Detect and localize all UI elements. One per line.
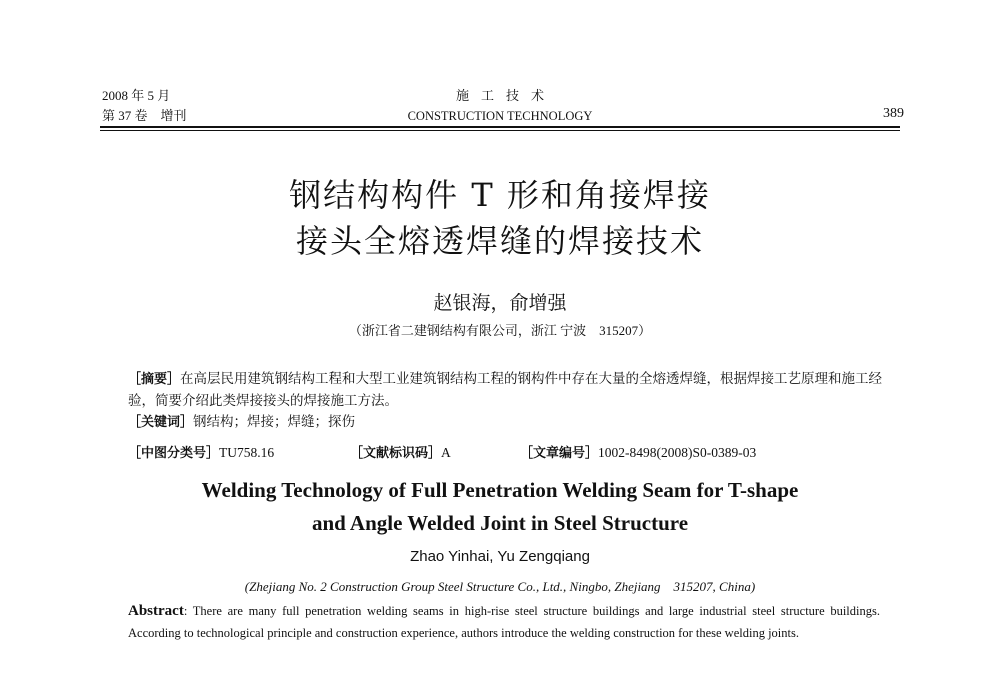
affiliation-en: (Zhejiang No. 2 Construction Group Steel Structure Co., Ltd., Ningbo, Zhejiang 315207, China) xyxy=(244,579,756,594)
clc-label: ［中图分类号］ xyxy=(128,446,220,461)
issue-date: 2008 年 5 月 xyxy=(102,88,171,103)
title-en-line2: and Angle Welded Joint in Steel Structure xyxy=(311,511,689,535)
abstract-cn xyxy=(128,368,888,411)
title-cn-line1: 钢结构构件 T 形和角接焊接 xyxy=(289,176,711,214)
abstract-cn-label: ［摘要］ xyxy=(128,372,181,387)
title-cn xyxy=(0,172,1000,264)
title-en-line1: Welding Technology of Full Penetration Welding Seam for T-shape xyxy=(201,478,799,502)
authors-en: Zhao Yinhai, Yu Zengqiang xyxy=(410,548,590,565)
title-cn-line2: 接头全熔透焊缝的焊接技术 xyxy=(295,222,704,260)
doc-code-label: ［文献标识码］ xyxy=(350,446,442,461)
clc-number xyxy=(128,442,274,461)
abstract-en-text: : There are many full penetration welding seams in high-rise steel structure buildings and large industrial steel structure buildings. According to technological principle and construction experience, authors introduce the welding construction for these welding joints. xyxy=(128,604,880,640)
header-rule-thin xyxy=(100,130,900,131)
journal-name xyxy=(0,86,1000,126)
keywords-cn-label: ［关键词］ xyxy=(128,415,194,430)
affiliation-cn: （浙江省二建钢结构有限公司，浙江 宁波 315207） xyxy=(348,323,652,338)
title-en xyxy=(0,474,1000,540)
keywords-cn-text: 钢结构；焊接；焊缝；探伤 xyxy=(193,414,356,429)
clc-value: TU758.16 xyxy=(219,445,275,460)
issue-volume: 第 37 卷 增刊 xyxy=(102,108,187,123)
header-rule-thick xyxy=(100,126,900,128)
keywords-cn xyxy=(128,411,888,433)
abstract-cn-text: 在高层民用建筑钢结构工程和大型工业建筑钢结构工程的钢构件中存在大量的全熔透焊缝，根据焊接工艺原理和施工经验，简要介绍此类焊接接头的焊接施工方法。 xyxy=(128,371,883,408)
abstract-en xyxy=(128,600,880,644)
article-number xyxy=(520,442,756,461)
doc-code-value: A xyxy=(441,445,451,460)
article-number-label: ［文章编号］ xyxy=(520,446,599,461)
journal-name-cn: 施工技术 xyxy=(455,88,556,103)
page-number: 389 xyxy=(883,106,904,121)
article-number-value: 1002-8498(2008)S0-0389-03 xyxy=(598,445,757,460)
abstract-en-label: Abstract xyxy=(128,603,184,619)
abstract-cn-block xyxy=(128,368,888,433)
authors-cn: 赵银海，俞增强 xyxy=(433,293,567,314)
journal-name-en: CONSTRUCTION TECHNOLOGY xyxy=(407,109,593,123)
document-code xyxy=(350,442,451,461)
